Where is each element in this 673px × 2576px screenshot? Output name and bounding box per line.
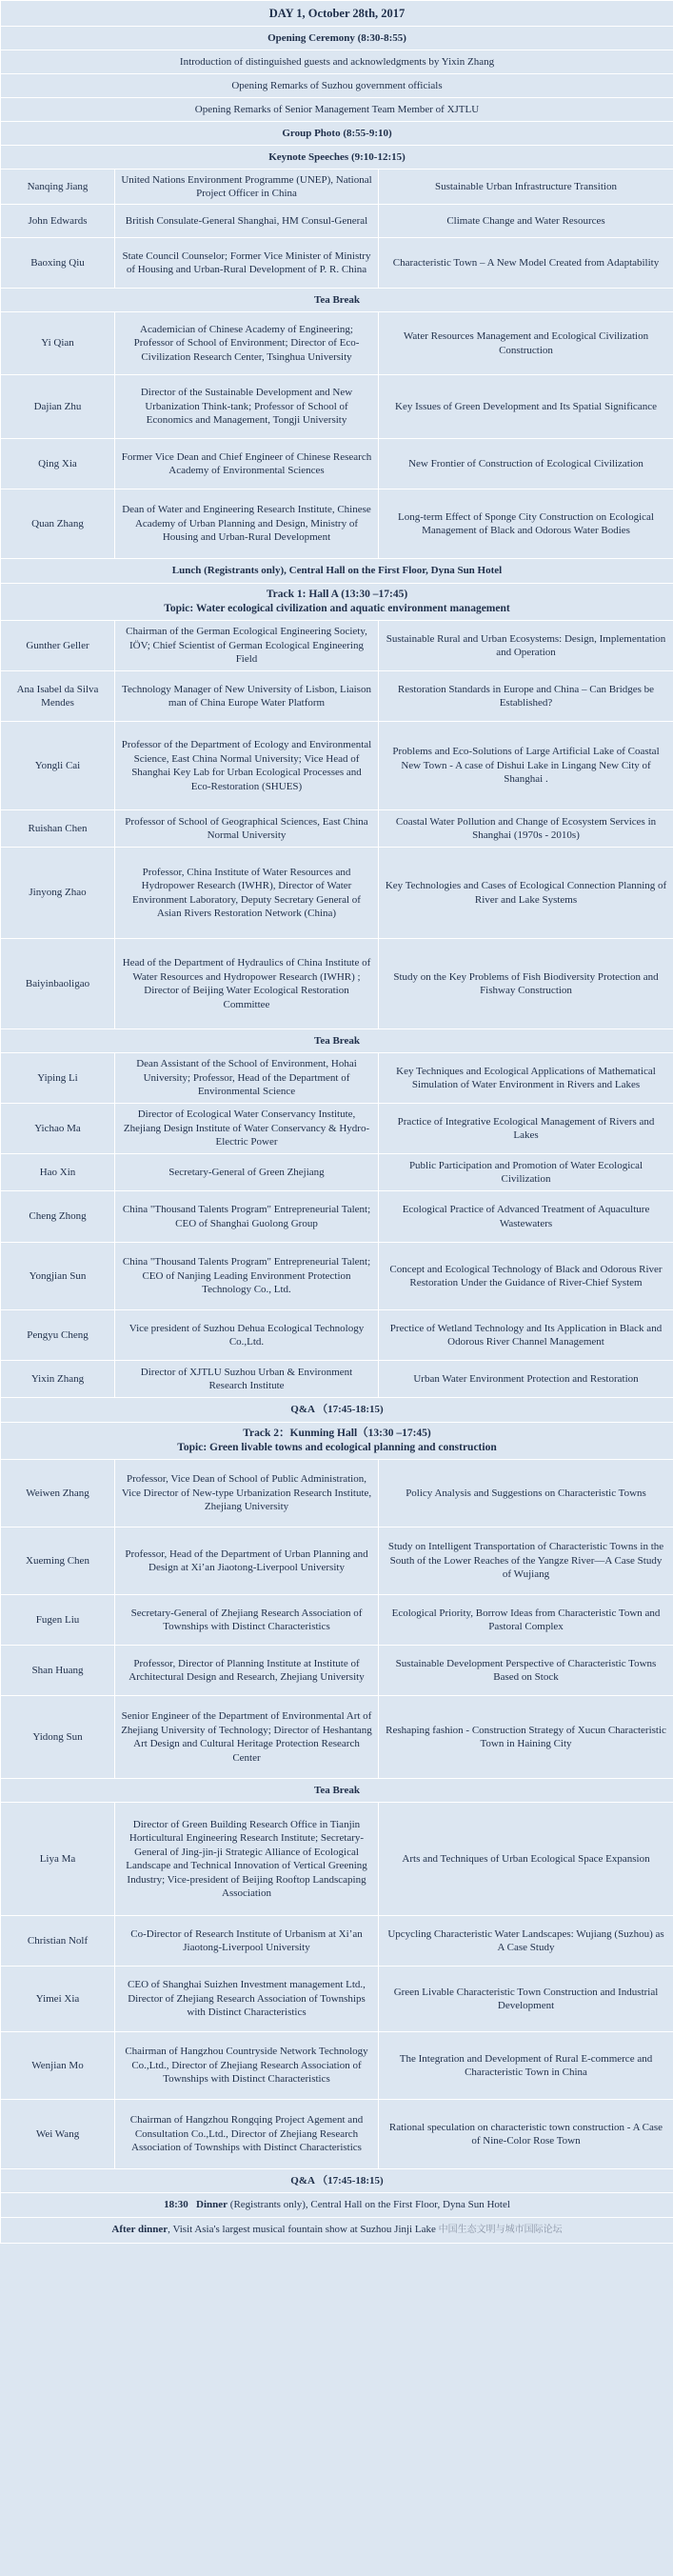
speaker-name: Qing Xia: [1, 439, 115, 489]
after-dinner-details: , Visit Asia's largest musical fountain show at Suzhou Jinji Lake: [168, 2224, 436, 2236]
talk-row: [1, 671, 673, 722]
track1-title: Track 1: Hall A (13:30 –17:45): [266, 589, 408, 600]
talk-topic: Problems and Eco-Solutions of Large Artificial Lake of Coastal New Town - A case of Dishui Lake in Lingang New City of Shanghai .: [379, 722, 673, 810]
keynote-title-row: [1, 146, 673, 170]
talk-topic: Urban Water Environment Protection and Restoration: [379, 1361, 673, 1398]
speaker-name: Xueming Chen: [1, 1528, 115, 1595]
speaker-name: Baiyinbaoligao: [1, 939, 115, 1029]
talk-row: [1, 1053, 673, 1104]
talk-row: [1, 1154, 673, 1191]
speaker-affiliation: Professor, China Institute of Water Resources and Hydropower Research (IWHR), Director of Water Environment Laboratory, Deputy Secretary General of Asian Rivers Restoration Network (China): [115, 848, 379, 939]
opening-item-row: [1, 98, 673, 122]
talk-row: [1, 1361, 673, 1398]
speaker-affiliation: Director of XJTLU Suzhou Urban & Environment Research Institute: [115, 1361, 379, 1398]
lunch-notice: Lunch (Registrants only), Central Hall on the First Floor, Dyna Sun Hotel: [1, 559, 673, 584]
speaker-affiliation: United Nations Environment Programme (UNEP), National Project Officer in China: [115, 170, 379, 205]
track2-header-row: [1, 1423, 673, 1460]
speaker-name: Nanqing Jiang: [1, 170, 115, 205]
talk-row: [1, 489, 673, 559]
speaker-affiliation: Professor of the Department of Ecology and Environmental Science, East China Normal University; Vice Head of Shanghai Key Lab for Urban Ecological Processes and Eco-Restoration (SHUES): [115, 722, 379, 810]
tea-break: Tea Break: [1, 1029, 673, 1053]
speaker-affiliation: Senior Engineer of the Department of Environmental Art of Zhejiang University of Technology; Director of Heshantang Art Design and Cultural Heritage Protection Research Center: [115, 1696, 379, 1779]
speaker-name: Hao Xin: [1, 1154, 115, 1191]
speaker-affiliation: State Council Counselor; Former Vice Minister of Ministry of Housing and Urban-Rural Development of P. R. China: [115, 238, 379, 289]
talk-topic: Rational speculation on characteristic town construction - A Case of Nine-Color Rose Town: [379, 2100, 673, 2169]
after-dinner-notice-row: [1, 2218, 673, 2244]
speaker-name: Gunther Geller: [1, 621, 115, 671]
speaker-name: Yongli Cai: [1, 722, 115, 810]
talk-topic: Ecological Priority, Borrow Ideas from Characteristic Town and Pastoral Complex: [379, 1595, 673, 1646]
speaker-affiliation: Chairman of the German Ecological Engineering Society, IÖV; Chief Scientist of German Ecological Engineering Field: [115, 621, 379, 671]
opening-item-row: [1, 74, 673, 98]
qa-session: Q&A （17:45-18:15): [1, 1398, 673, 1423]
keynote-title: Keynote Speeches (9:10-12:15): [1, 146, 673, 170]
after-dinner-notice: [1, 2218, 673, 2244]
talk-topic: Study on the Key Problems of Fish Biodiversity Protection and Fishway Construction: [379, 939, 673, 1029]
qa-session: Q&A （17:45-18:15): [1, 2169, 673, 2193]
speaker-name: Yongjian Sun: [1, 1243, 115, 1310]
speaker-affiliation: China "Thousand Talents Program" Entrepreneurial Talent; CEO of Nanjing Leading Environment Protection Technology Co., Ltd.: [115, 1243, 379, 1310]
talk-row: [1, 1460, 673, 1528]
speaker-affiliation: CEO of Shanghai Suizhen Investment management Ltd., Director of Zhejiang Research Association of Townships with Distinct Characteristics: [115, 1967, 379, 2032]
talk-topic: Upcycling Characteristic Water Landscapes: Wujiang (Suzhou) as A Case Study: [379, 1916, 673, 1967]
speaker-affiliation: Director of Ecological Water Conservancy Institute, Zhejiang Design Institute of Water Conservancy & Hydro-Electric Power: [115, 1104, 379, 1154]
speaker-name: Ruishan Chen: [1, 810, 115, 848]
opening-item: Opening Remarks of Senior Management Team Member of XJTLU: [1, 98, 673, 122]
talk-topic: Prectice of Wetland Technology and Its Application in Black and Odorous River Channel Management: [379, 1310, 673, 1361]
speaker-name: Weiwen Zhang: [1, 1460, 115, 1528]
tea-break: Tea Break: [1, 289, 673, 312]
talk-topic: Policy Analysis and Suggestions on Characteristic Towns: [379, 1460, 673, 1528]
opening-item: Introduction of distinguished guests and acknowledgments by Yixin Zhang: [1, 50, 673, 74]
talk-topic: Sustainable Rural and Urban Ecosystems: Design, Implementation and Operation: [379, 621, 673, 671]
talk-row: [1, 2032, 673, 2100]
speaker-name: Wenjian Mo: [1, 2032, 115, 2100]
speaker-affiliation: Professor, Vice Dean of School of Public Administration, Vice Director of New-type Urbanization Research Institute, Zhejiang University: [115, 1460, 379, 1528]
dinner-details: (Registrants only), Central Hall on the First Floor, Dyna Sun Hotel: [229, 2199, 510, 2211]
talk-topic: Restoration Standards in Europe and China – Can Bridges be Established?: [379, 671, 673, 722]
talk-topic: Practice of Integrative Ecological Management of Rivers and Lakes: [379, 1104, 673, 1154]
speaker-affiliation: Secretary-General of Zhejiang Research Association of Townships with Distinct Characteristics: [115, 1595, 379, 1646]
speaker-name: Pengyu Cheng: [1, 1310, 115, 1361]
tea-break-row: [1, 1779, 673, 1803]
tea-break-row: [1, 1029, 673, 1053]
speaker-affiliation: Professor, Head of the Department of Urban Planning and Design at Xi’an Jiaotong-Liverpool University: [115, 1528, 379, 1595]
talk-topic: Key Technologies and Cases of Ecological Connection Planning of River and Lake Systems: [379, 848, 673, 939]
track1-topic: Topic: Water ecological civilization and aquatic environment management: [164, 603, 510, 614]
talk-row: [1, 1646, 673, 1696]
track2-title: Track 2：Kunming Hall（13:30 –17:45): [243, 1428, 431, 1439]
speaker-affiliation: Director of the Sustainable Development and New Urbanization Think-tank; Professor of School of Economics and Management, Tongji University: [115, 375, 379, 439]
speaker-affiliation: Technology Manager of New University of Lisbon, Liaison man of China Europe Water Platform: [115, 671, 379, 722]
speaker-affiliation: Academician of Chinese Academy of Engineering; Professor of School of Environment; Director of Eco-Civilization Research Center, Tsinghua University: [115, 312, 379, 375]
speaker-name: Jinyong Zhao: [1, 848, 115, 939]
speaker-name: Yimei Xia: [1, 1967, 115, 2032]
talk-row: [1, 939, 673, 1029]
speaker-affiliation: Head of the Department of Hydraulics of China Institute of Water Resources and Hydropower Research (IWHR) ; Director of Beijing Water Ecological Restoration Committee: [115, 939, 379, 1029]
speaker-affiliation: British Consulate-General Shanghai, HM Consul-General: [115, 205, 379, 238]
qa-session-row: [1, 1398, 673, 1423]
track2-header: [1, 1423, 673, 1460]
talk-topic: Water Resources Management and Ecological Civilization Construction: [379, 312, 673, 375]
dinner-label: Dinner: [196, 2199, 228, 2211]
talk-topic: Sustainable Development Perspective of Characteristic Towns Based on Stock: [379, 1646, 673, 1696]
talk-topic: Sustainable Urban Infrastructure Transition: [379, 170, 673, 205]
speaker-name: Dajian Zhu: [1, 375, 115, 439]
talk-row: [1, 170, 673, 205]
tea-break: Tea Break: [1, 1779, 673, 1803]
speaker-name: Quan Zhang: [1, 489, 115, 559]
dinner-notice: [1, 2193, 673, 2218]
talk-topic: The Integration and Development of Rural E-commerce and Characteristic Town in China: [379, 2032, 673, 2100]
lunch-notice-row: [1, 559, 673, 584]
talk-row: [1, 621, 673, 671]
talk-topic: Characteristic Town – A New Model Created from Adaptability: [379, 238, 673, 289]
dinner-notice-row: [1, 2193, 673, 2218]
opening-ceremony-title-row: [1, 27, 673, 50]
talk-topic: Green Livable Characteristic Town Construction and Industrial Development: [379, 1967, 673, 2032]
dinner-time: 18:30: [164, 2199, 188, 2211]
talk-row: [1, 1967, 673, 2032]
speaker-name: Yichao Ma: [1, 1104, 115, 1154]
agenda-body: [1, 1, 673, 2244]
talk-row: [1, 722, 673, 810]
talk-row: [1, 1243, 673, 1310]
speaker-name: Yixin Zhang: [1, 1361, 115, 1398]
tea-break-row: [1, 289, 673, 312]
speaker-name: Shan Huang: [1, 1646, 115, 1696]
talk-topic: Arts and Techniques of Urban Ecological Space Expansion: [379, 1803, 673, 1916]
talk-row: [1, 810, 673, 848]
speaker-name: John Edwards: [1, 205, 115, 238]
talk-row: [1, 2100, 673, 2169]
after-dinner-label: After dinner: [111, 2224, 168, 2236]
opening-item: Opening Remarks of Suzhou government officials: [1, 74, 673, 98]
talk-row: [1, 375, 673, 439]
speaker-affiliation: Dean Assistant of the School of Environment, Hohai University; Professor, Head of the Department of Environmental Science: [115, 1053, 379, 1104]
speaker-name: Cheng Zhong: [1, 1191, 115, 1243]
talk-row: [1, 238, 673, 289]
talk-row: [1, 1104, 673, 1154]
speaker-affiliation: China "Thousand Talents Program" Entrepreneurial Talent; CEO of Shanghai Guolong Group: [115, 1191, 379, 1243]
opening-ceremony-title: Opening Ceremony (8:30-8:55): [1, 27, 673, 50]
talk-row: [1, 848, 673, 939]
speaker-name: Yiping Li: [1, 1053, 115, 1104]
talk-row: [1, 205, 673, 238]
group-photo-title-row: [1, 122, 673, 146]
speaker-name: Wei Wang: [1, 2100, 115, 2169]
speaker-affiliation: Vice president of Suzhou Dehua Ecological Technology Co.,Ltd.: [115, 1310, 379, 1361]
watermark-text: 中国生态文明与城市国际论坛: [438, 2225, 563, 2236]
talk-row: [1, 1696, 673, 1779]
talk-topic: Ecological Practice of Advanced Treatment of Aquaculture Wastewaters: [379, 1191, 673, 1243]
talk-topic: Key Techniques and Ecological Applications of Mathematical Simulation of Water Environment in Rivers and Lakes: [379, 1053, 673, 1104]
talk-topic: Reshaping fashion - Construction Strategy of Xucun Characteristic Town in Haining City: [379, 1696, 673, 1779]
speaker-affiliation: Director of Green Building Research Office in Tianjin Horticultural Engineering Research Institute; Secretary-General of Jing-jin-ji Strategic Alliance of Ecological Landscape and Technical Innovation of Vertical Greening Industry; Vice-president of Beijing Rooftop Landscaping Association: [115, 1803, 379, 1916]
speaker-affiliation: Chairman of Hangzhou Rongqing Project Agement and Consultation Co.,Ltd., Director of Zhejiang Research Association of Townships with Distinct Characteristics: [115, 2100, 379, 2169]
talk-topic: Key Issues of Green Development and Its Spatial Significance: [379, 375, 673, 439]
speaker-affiliation: Co-Director of Research Institute of Urbanism at Xi’an Jiaotong-Liverpool University: [115, 1916, 379, 1967]
talk-topic: Climate Change and Water Resources: [379, 205, 673, 238]
talk-row: [1, 1916, 673, 1967]
talk-topic: Study on Intelligent Transportation of Characteristic Towns in the South of the Lower Reaches of the Yangze River—A Case Study of Wujiang: [379, 1528, 673, 1595]
talk-row: [1, 1310, 673, 1361]
opening-item-row: [1, 50, 673, 74]
track2-topic: Topic: Green livable towns and ecological planning and construction: [177, 1442, 497, 1453]
speaker-name: Fugen Liu: [1, 1595, 115, 1646]
speaker-affiliation: Chairman of Hangzhou Countryside Network Technology Co.,Ltd., Director of Zhejiang Research Association of Townships with Distinct Characteristics: [115, 2032, 379, 2100]
talk-topic: New Frontier of Construction of Ecological Civilization: [379, 439, 673, 489]
speaker-affiliation: Secretary-General of Green Zhejiang: [115, 1154, 379, 1191]
speaker-affiliation: Professor of School of Geographical Sciences, East China Normal University: [115, 810, 379, 848]
group-photo-title: Group Photo (8:55-9:10): [1, 122, 673, 146]
talk-topic: Coastal Water Pollution and Change of Ecosystem Services in Shanghai (1970s - 2010s): [379, 810, 673, 848]
talk-row: [1, 1595, 673, 1646]
talk-row: [1, 1528, 673, 1595]
speaker-name: Ana Isabel da Silva Mendes: [1, 671, 115, 722]
day-title: DAY 1, October 28th, 2017: [1, 1, 673, 27]
qa-session-row: [1, 2169, 673, 2193]
talk-row: [1, 312, 673, 375]
speaker-name: Yidong Sun: [1, 1696, 115, 1779]
talk-row: [1, 1803, 673, 1916]
speaker-name: Christian Nolf: [1, 1916, 115, 1967]
talk-topic: Public Participation and Promotion of Water Ecological Civilization: [379, 1154, 673, 1191]
talk-topic: Concept and Ecological Technology of Black and Odorous River Restoration Under the Guidance of River-Chief System: [379, 1243, 673, 1310]
track1-header-row: [1, 584, 673, 621]
talk-topic: Long-term Effect of Sponge City Construction on Ecological Management of Black and Odorous Water Bodies: [379, 489, 673, 559]
speaker-affiliation: Professor, Director of Planning Institute at Institute of Architectural Design and Research, Zhejiang University: [115, 1646, 379, 1696]
speaker-affiliation: Former Vice Dean and Chief Engineer of Chinese Research Academy of Environmental Sciences: [115, 439, 379, 489]
speaker-name: Liya Ma: [1, 1803, 115, 1916]
talk-row: [1, 1191, 673, 1243]
track1-header: [1, 584, 673, 621]
talk-row: [1, 439, 673, 489]
speaker-affiliation: Dean of Water and Engineering Research Institute, Chinese Academy of Urban Planning and Design, Ministry of Housing and Urban-Rural Development: [115, 489, 379, 559]
speaker-name: Baoxing Qiu: [1, 238, 115, 289]
speaker-name: Yi Qian: [1, 312, 115, 375]
day-title-row: [1, 1, 673, 27]
